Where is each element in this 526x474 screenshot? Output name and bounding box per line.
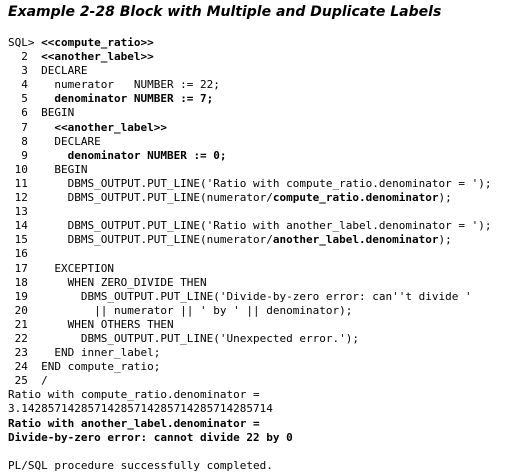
- code-text: 16: [8, 247, 28, 261]
- code-text: 11 DBMS_OUTPUT.PUT_LINE('Ratio with compute_ratio.denominator = ');: [8, 176, 492, 190]
- code-text: 17 EXCEPTION: [8, 261, 114, 275]
- code-text: 9: [8, 148, 68, 162]
- code-text: PL/SQL procedure successfully completed.: [8, 458, 273, 472]
- code-text-bold: <<compute_ratio>>: [41, 36, 154, 49]
- code-text: 20 || numerator || ' by ' || denominator);: [8, 303, 353, 317]
- code-text: SQL>: [8, 36, 42, 49]
- code-line: [8, 163, 491, 177]
- code-line: [8, 50, 491, 64]
- code-listing: [8, 36, 491, 473]
- code-text-bold: <<another_label>>: [41, 50, 154, 64]
- code-line: [8, 177, 491, 191]
- code-text-bold: denominator NUMBER := 0;: [67, 148, 227, 162]
- code-line: [8, 304, 491, 318]
- code-text: 18 WHEN ZERO_DIVIDE THEN: [8, 275, 207, 289]
- code-text: Ratio with compute_ratio.denominator =: [8, 388, 260, 402]
- code-text: 3.14285714285714285714285714285714285714: [8, 402, 273, 416]
- code-text: 22 DBMS_OUTPUT.PUT_LINE('Unexpected error.');: [8, 331, 359, 345]
- code-line: [8, 64, 491, 78]
- code-line: [8, 149, 491, 163]
- code-line: [8, 233, 491, 247]
- code-text: 6 BEGIN: [8, 106, 75, 120]
- code-line: [8, 36, 491, 50]
- code-text: 3 DECLARE: [8, 64, 88, 78]
- code-text: );: [438, 191, 452, 205]
- code-line: [8, 262, 491, 276]
- code-text: 21 WHEN OTHERS THEN: [8, 317, 174, 331]
- code-text: 14 DBMS_OUTPUT.PUT_LINE('Ratio with another_label.denominator = ');: [8, 219, 492, 233]
- code-line: [8, 78, 491, 92]
- code-text: 10 BEGIN: [8, 162, 88, 176]
- code-line: [8, 92, 491, 106]
- code-text: 13: [8, 205, 28, 219]
- code-line: [8, 219, 491, 233]
- code-text: 2: [8, 50, 42, 64]
- code-line: [8, 445, 491, 459]
- code-text: );: [438, 233, 452, 247]
- code-line: [8, 135, 491, 149]
- code-line: [8, 346, 491, 360]
- code-line: [8, 205, 491, 219]
- code-line: [8, 402, 491, 416]
- code-text-bold: compute_ratio.denominator: [272, 191, 439, 205]
- code-text-bold: <<another_label>>: [54, 120, 167, 134]
- code-line: [8, 276, 491, 290]
- code-text: 5: [8, 92, 55, 106]
- code-text: 12 DBMS_OUTPUT.PUT_LINE(numerator/: [8, 191, 273, 205]
- code-text: 19 DBMS_OUTPUT.PUT_LINE('Divide-by-zero error: can''t divide ': [8, 289, 472, 303]
- code-text: 23 END inner_label;: [8, 346, 161, 360]
- code-text-bold: Divide-by-zero error: cannot divide 22 by 0: [8, 430, 293, 444]
- code-line: [8, 374, 491, 388]
- code-text-bold: denominator NUMBER := 7;: [54, 92, 214, 106]
- code-text-bold: Ratio with another_label.denominator =: [8, 416, 260, 430]
- code-line: [8, 318, 491, 332]
- code-text: 15 DBMS_OUTPUT.PUT_LINE(numerator/: [8, 233, 273, 247]
- code-line: [8, 332, 491, 346]
- code-text: 25 /: [8, 374, 48, 388]
- code-line: [8, 431, 491, 445]
- code-line: [8, 191, 491, 205]
- example-title: Example 2-28 Block with Multiple and Duplicate Labels: [8, 4, 442, 20]
- code-line: [8, 247, 491, 261]
- code-line: [8, 360, 491, 374]
- code-line: [8, 121, 491, 135]
- code-text: 7: [8, 120, 55, 134]
- code-text-bold: another_label.denominator: [272, 233, 439, 247]
- code-line: [8, 106, 491, 120]
- code-line: [8, 417, 491, 431]
- code-line: [8, 290, 491, 304]
- code-text: 8 DECLARE: [8, 134, 101, 148]
- code-line: [8, 459, 491, 473]
- code-text: 4 numerator NUMBER := 22;: [8, 78, 220, 92]
- code-line: [8, 388, 491, 402]
- code-text: 24 END compute_ratio;: [8, 360, 161, 374]
